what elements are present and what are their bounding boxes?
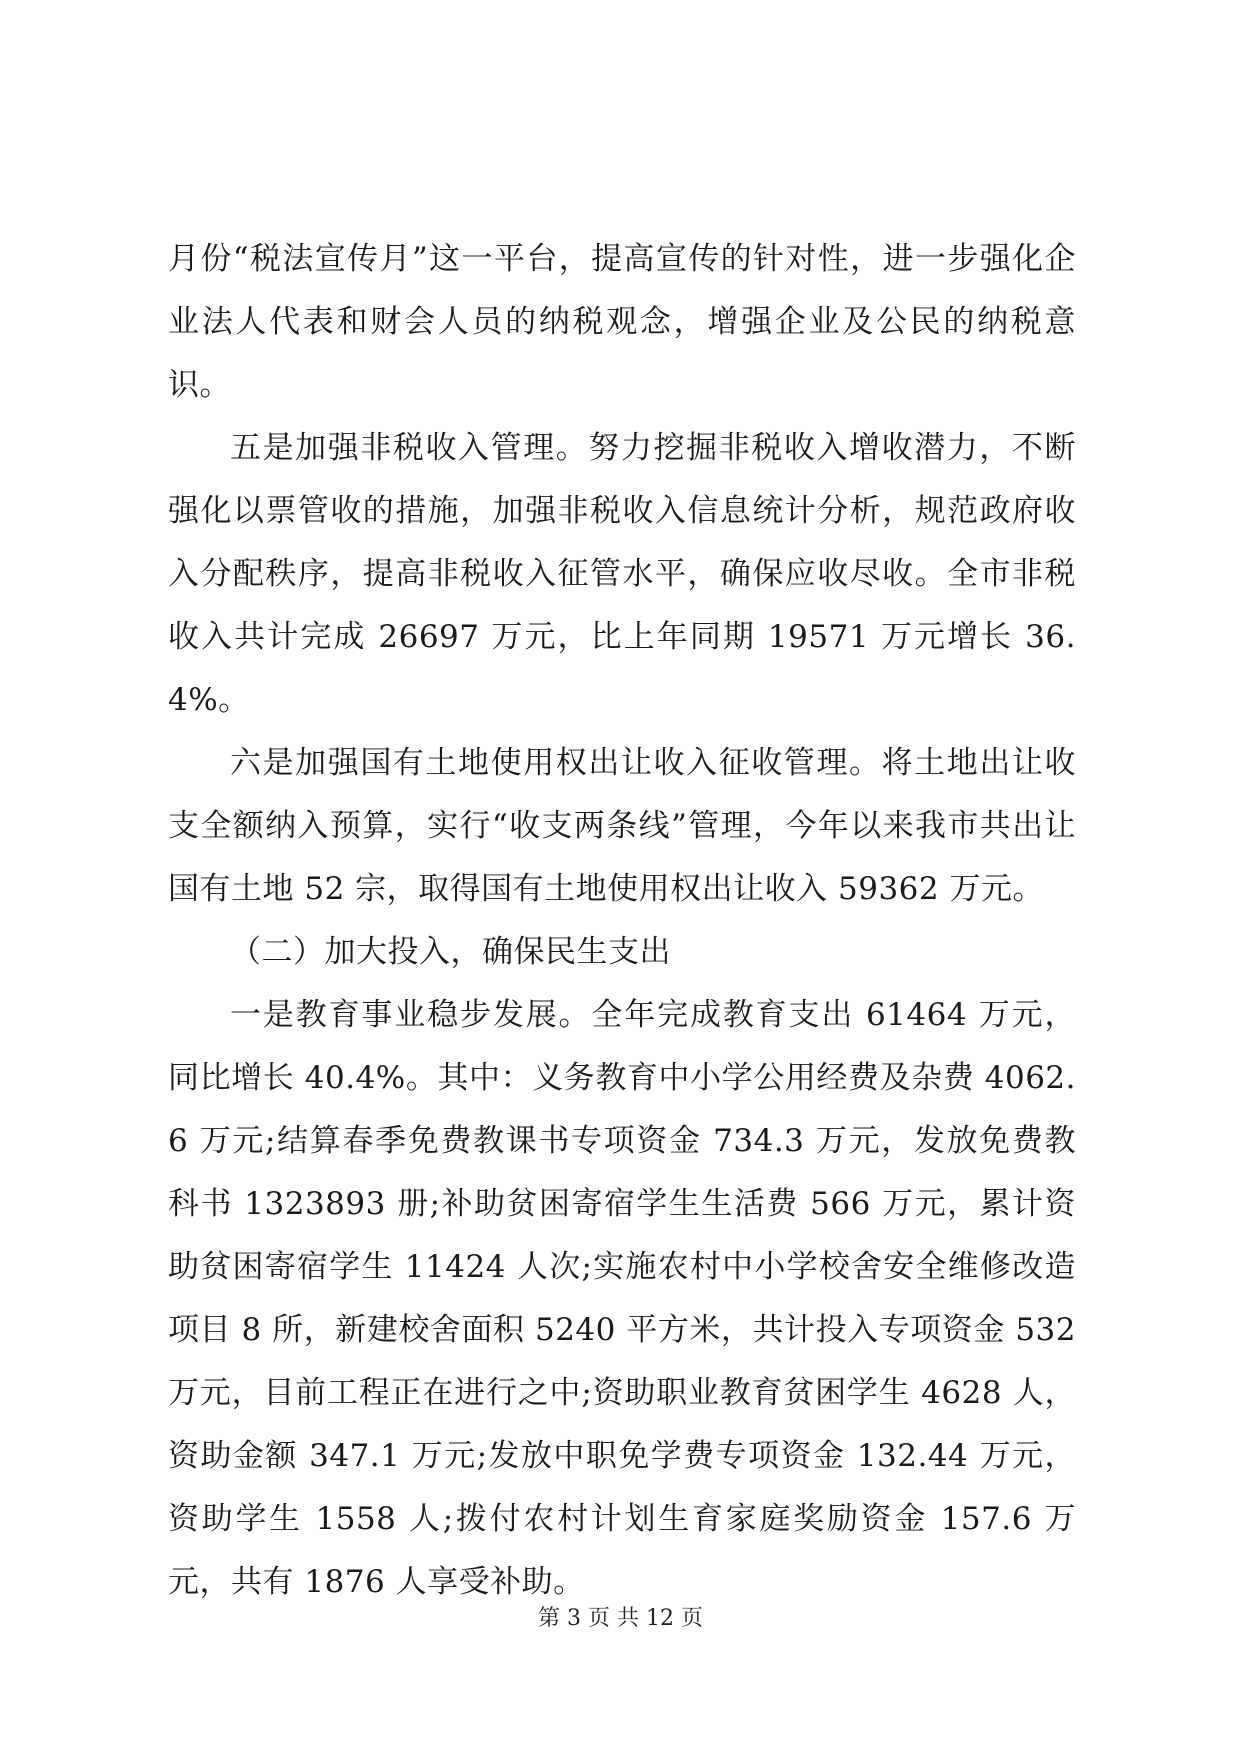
paragraph-continuation: 月份“税法宣传月”这一平台，提高宣传的针对性，进一步强化企业法人代表和财会人员的纳税观念，增强企业及公民的纳税意识。: [168, 241, 1076, 403]
paragraph-education: 一是教育事业稳步发展。全年完成教育支出 61464 万元，同比增长 40.4%。其中：义务教育中小学公用经费及杂费 4062.6 万元;结算春季免费教课书专项资金 734.3 万元，发放免费教科书 1323893 册;补助贫困寄宿学生生活费 566 万元，累计资助贫困寄宿学生 11424 人次;实施农村中小学校舍安全维修改造项目 8 所，新建校舍面积 5240 平方米，共计投入专项资金 532 万元，目前工程正在进行之中;资助职业教育贫困学生 4628 人，资助金额 347.1 万元;发放中职免学费专项资金 132.44 万元，资助学生 1558 人;拨付农村计划生育家庭奖励资金 157.6 万元，共有 1876 人享受补助。: [168, 997, 1076, 1600]
paragraph-land-use-revenue: 六是加强国有土地使用权出让收入征收管理。将土地出让收支全额纳入预算，实行“收支两条线”管理，今年以来我市共出让国有土地 52 宗，取得国有土地使用权出让收入 59362 万元。: [168, 745, 1076, 907]
paragraph-non-tax-revenue: 五是加强非税收入管理。努力挖掘非税收入增收潜力，不断强化以票管收的措施，加强非税收入信息统计分析，规范政府收入分配秩序，提高非税收入征管水平，确保应收尽收。全市非税收入共计完成 26697 万元，比上年同期 19571 万元增长 36.4%。: [168, 430, 1076, 718]
section-heading: （二）加大投入，确保民生支出: [230, 934, 671, 970]
document-body: [168, 228, 1076, 1614]
page-footer: 第 3 页 共 12 页: [538, 1606, 703, 1631]
